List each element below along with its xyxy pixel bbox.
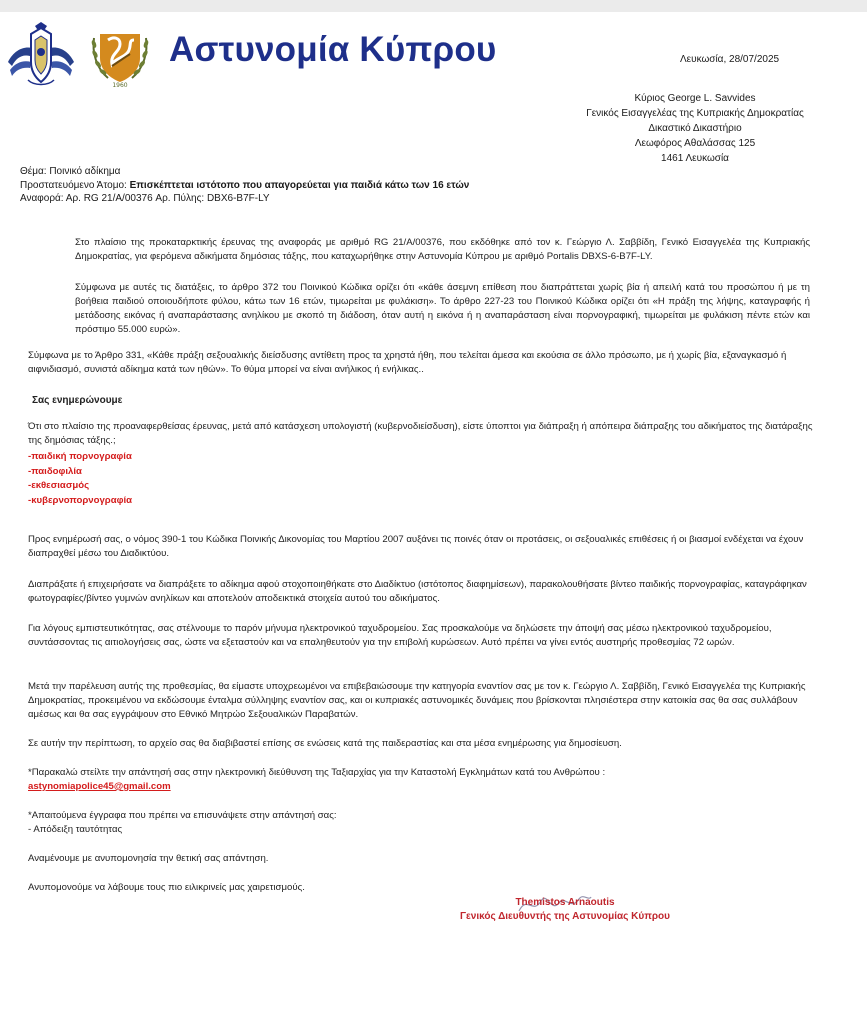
address-line: Γενικός Εισαγγελέας της Κυπριακής Δημοκρατίας [586, 108, 804, 119]
paragraph-4: Ότι στο πλαίσιο της προαναφερθείσας έρευνας, μετά από κατάσχεση υπολογιστή (κυβερνοδιείσδυση), είστε ύποπτοι για διάπραξη ή απόπειρα διάπραξης του αδικήματος της διατάραξης της δημόσιας τάξης.; [28, 421, 813, 446]
letter-date: Λευκωσία, 28/07/2025 [680, 54, 780, 65]
address-line: Λεωφόρος Αθαλάσσας 125 [634, 138, 756, 149]
paragraph-2: Σύμφωνα με αυτές τις διατάξεις, το άρθρο 372 του Ποινικού Κώδικα ορίζει ότι «κάθε άσεμνη επίθεση που διαπράττεται χωρίς βία ή απειλή κατά του προσώπου ή με τη βοήθεια παιδιού οποιουδήποτε φύλου, κάτω των 16 ετών, τιμωρείται με φυλάκιση». Το άρθρο 227-23 του Ποινικού Κώδικα ορίζει ότι «Η πράξη της λήψης, καταγραφής ή μετάδοσης εικόνας ή αναπαράστασης ανηλίκου με σκοπό τη διάδοση, όταν αυτή η εικόνα ή η αναπαράσταση είναι πορνογραφική, τιμωρείται με φυλάκιση πέντε ετών και πρόστιμο 55.000 ευρώ». [75, 282, 810, 335]
address-line: 1461 Λευκωσία [661, 153, 729, 164]
paragraph-3: Σύμφωνα με το Άρθρο 331, «Κάθε πράξη σεξουαλικής διείσδυσης αντίθετη προς τα χρηστά ήθη, που τελείται άμεσα και εκούσια σε άλλο πρόσωπο, με ή χωρίς βία, εξαναγκασμό ή αιφνιδιασμό, συνιστά αδίκημα κατά των ηθών». Το θύμα μπορεί να είναι ανήλικος ή ενήλικας.. [28, 350, 787, 375]
charges-list [28, 450, 132, 508]
police-badge-icon [4, 22, 78, 88]
section-heading: Σας ενημερώνουμε [32, 395, 123, 406]
coat-of-arms-icon [90, 18, 150, 88]
brand-title: Αστυνομία Κύπρου [169, 30, 497, 69]
charge-item: -παιδοφιλία [28, 465, 82, 477]
charge-item: -κυβερνοπορνογραφία [28, 494, 133, 506]
letter-page [0, 12, 867, 1024]
address-line: Κύριος George L. Savvides [634, 93, 756, 104]
paragraph-1: Στο πλαίσιο της προκαταρκτικής έρευνας της αναφοράς με αριθμό RG 21/A/00376, που εκδόθηκε από τον κ. Γεώργιο Λ. Σαββίδη, Γενικό Εισαγγελέα της Κυπριακής Δημοκρατίας, για φερόμενα αδικήματα δημόσιας τάξης, που καταχωρήθηκε στην Αστυνομία Κύπρου με αριθμό Portalis DBXS-6-B7F-LY. [75, 237, 810, 262]
paragraph-12: Αναμένουμε με ανυπομονησία την θετική σας απάντηση. [28, 853, 269, 864]
protected-value: Επισκέπτεται ιστότοπο που απαγορεύεται για παιδιά κάτω των 16 ετών [129, 179, 470, 191]
paragraph-11: *Απαιτούμενα έγγραφα που πρέπει να επισυνάψετε στην απάντησή σας: [28, 810, 337, 821]
signature-block [440, 896, 690, 924]
top-band [0, 0, 867, 12]
paragraph-8: Μετά την παρέλευση αυτής της προθεσμίας, θα είμαστε υποχρεωμένοι να επιβεβαιώσουμε την κατηγορία εναντίον σας με τον κ. Γεώργιο Λ. Σαββίδη, Γενικό Εισαγγελέα της Κυπριακής Δημοκρατίας, προκειμένου να εκδώσουμε ένταλμα σύλληψης εναντίον σας, και οι κυπριακές αστυνομικές δυνάμεις που βρίσκονται πλησιέστερα στην κατοικία σας θα σας συλλάβουν αμέσως και θα σας εγγράψουν στο Εθνικό Μητρώο Σεξουαλικών Παραβατών. [28, 681, 806, 720]
paragraph-13: Ανυπομονούμε να λάβουμε τους πιο ειλικρινείς μας χαιρετισμούς. [28, 882, 305, 893]
subject-reference: Αναφορά: Αρ. RG 21/A/00376 Αρ. Πύλης: DBX6-B7F-LY [20, 193, 270, 204]
signatory-role: Γενικός Διευθυντής της Αστυνομίας Κύπρου [460, 911, 670, 922]
address-line: Δικαστικό Δικαστήριο [648, 123, 742, 134]
subject-protected [20, 179, 469, 193]
paragraph-5: Προς ενημέρωσή σας, ο νόμος 390-1 του Κώδικα Ποινικής Δικονομίας του Μαρτίου 2007 αυξάνει τις ποινές όταν οι προτάσεις, οι σεξουαλικές επιθέσεις ή οι βιασμοί ενδέχεται να έχουν διαπραχθεί μέσω του Διαδικτύου. [28, 534, 804, 559]
protected-label: Προστατευόμενο Άτομο: [20, 179, 130, 191]
recipient-address [565, 91, 825, 166]
charge-item: -παιδική πορνογραφία [28, 451, 132, 462]
paragraph-10: *Παρακαλώ στείλτε την απάντησή σας στην ηλεκτρονική διεύθυνση της Ταξιαρχίας για την Καταστολή Εγκλημάτων κατά του Ανθρώπου : [28, 767, 606, 778]
subject-theme: Θέμα: Ποινικό αδίκημα [20, 166, 121, 177]
svg-text:1960: 1960 [112, 82, 128, 88]
contact-email[interactable] [28, 780, 171, 794]
paragraph-7: Για λόγους εμπιστευτικότητας, σας στέλνουμε το παρόν μήνυμα ηλεκτρονικού ταχυδρομείου. Σας προσκαλούμε να δηλώσετε την άποψή σας μέσω ηλεκτρονικού ταχυδρομείου, συντάσσοντας τις αιτιολογήσεις σας, ώστε να εξεταστούν και να επαληθευτούν για την επιβολή κυρώσεων. Αυτό πρέπει να γίνει εντός αυστηρής προθεσμίας 72 ωρών. [28, 623, 772, 648]
paragraph-6: Διαπράξατε ή επιχειρήσατε να διαπράξετε το αδίκημα αφού στοχοποιηθήκατε στο Διαδίκτυο (ιστότοπος διαφημίσεων), παρακολουθήσατε βίντεο παιδικής πορνογραφίας, καταγράφηκαν φωτογραφίες/βίντεο γυμνών ανηλίκων και αποτελούν αποδεικτικά στοιχεία αυτού του αδικήματος. [28, 579, 807, 604]
charge-item: -εκθεσιασμός [28, 480, 90, 491]
paragraph-9: Σε αυτήν την περίπτωση, το αρχείο σας θα διαβιβαστεί επίσης σε ενώσεις κατά της παιδεραστίας και στα μέσα ενημέρωσης για δημοσίευση. [28, 738, 622, 749]
subject-block [20, 165, 469, 206]
signatory-name: Themistos Arnaoutis [515, 897, 615, 908]
email-link[interactable]: astynomiapolice45@gmail.com [28, 781, 171, 792]
required-doc-item: - Απόδειξη ταυτότητας [28, 824, 123, 835]
